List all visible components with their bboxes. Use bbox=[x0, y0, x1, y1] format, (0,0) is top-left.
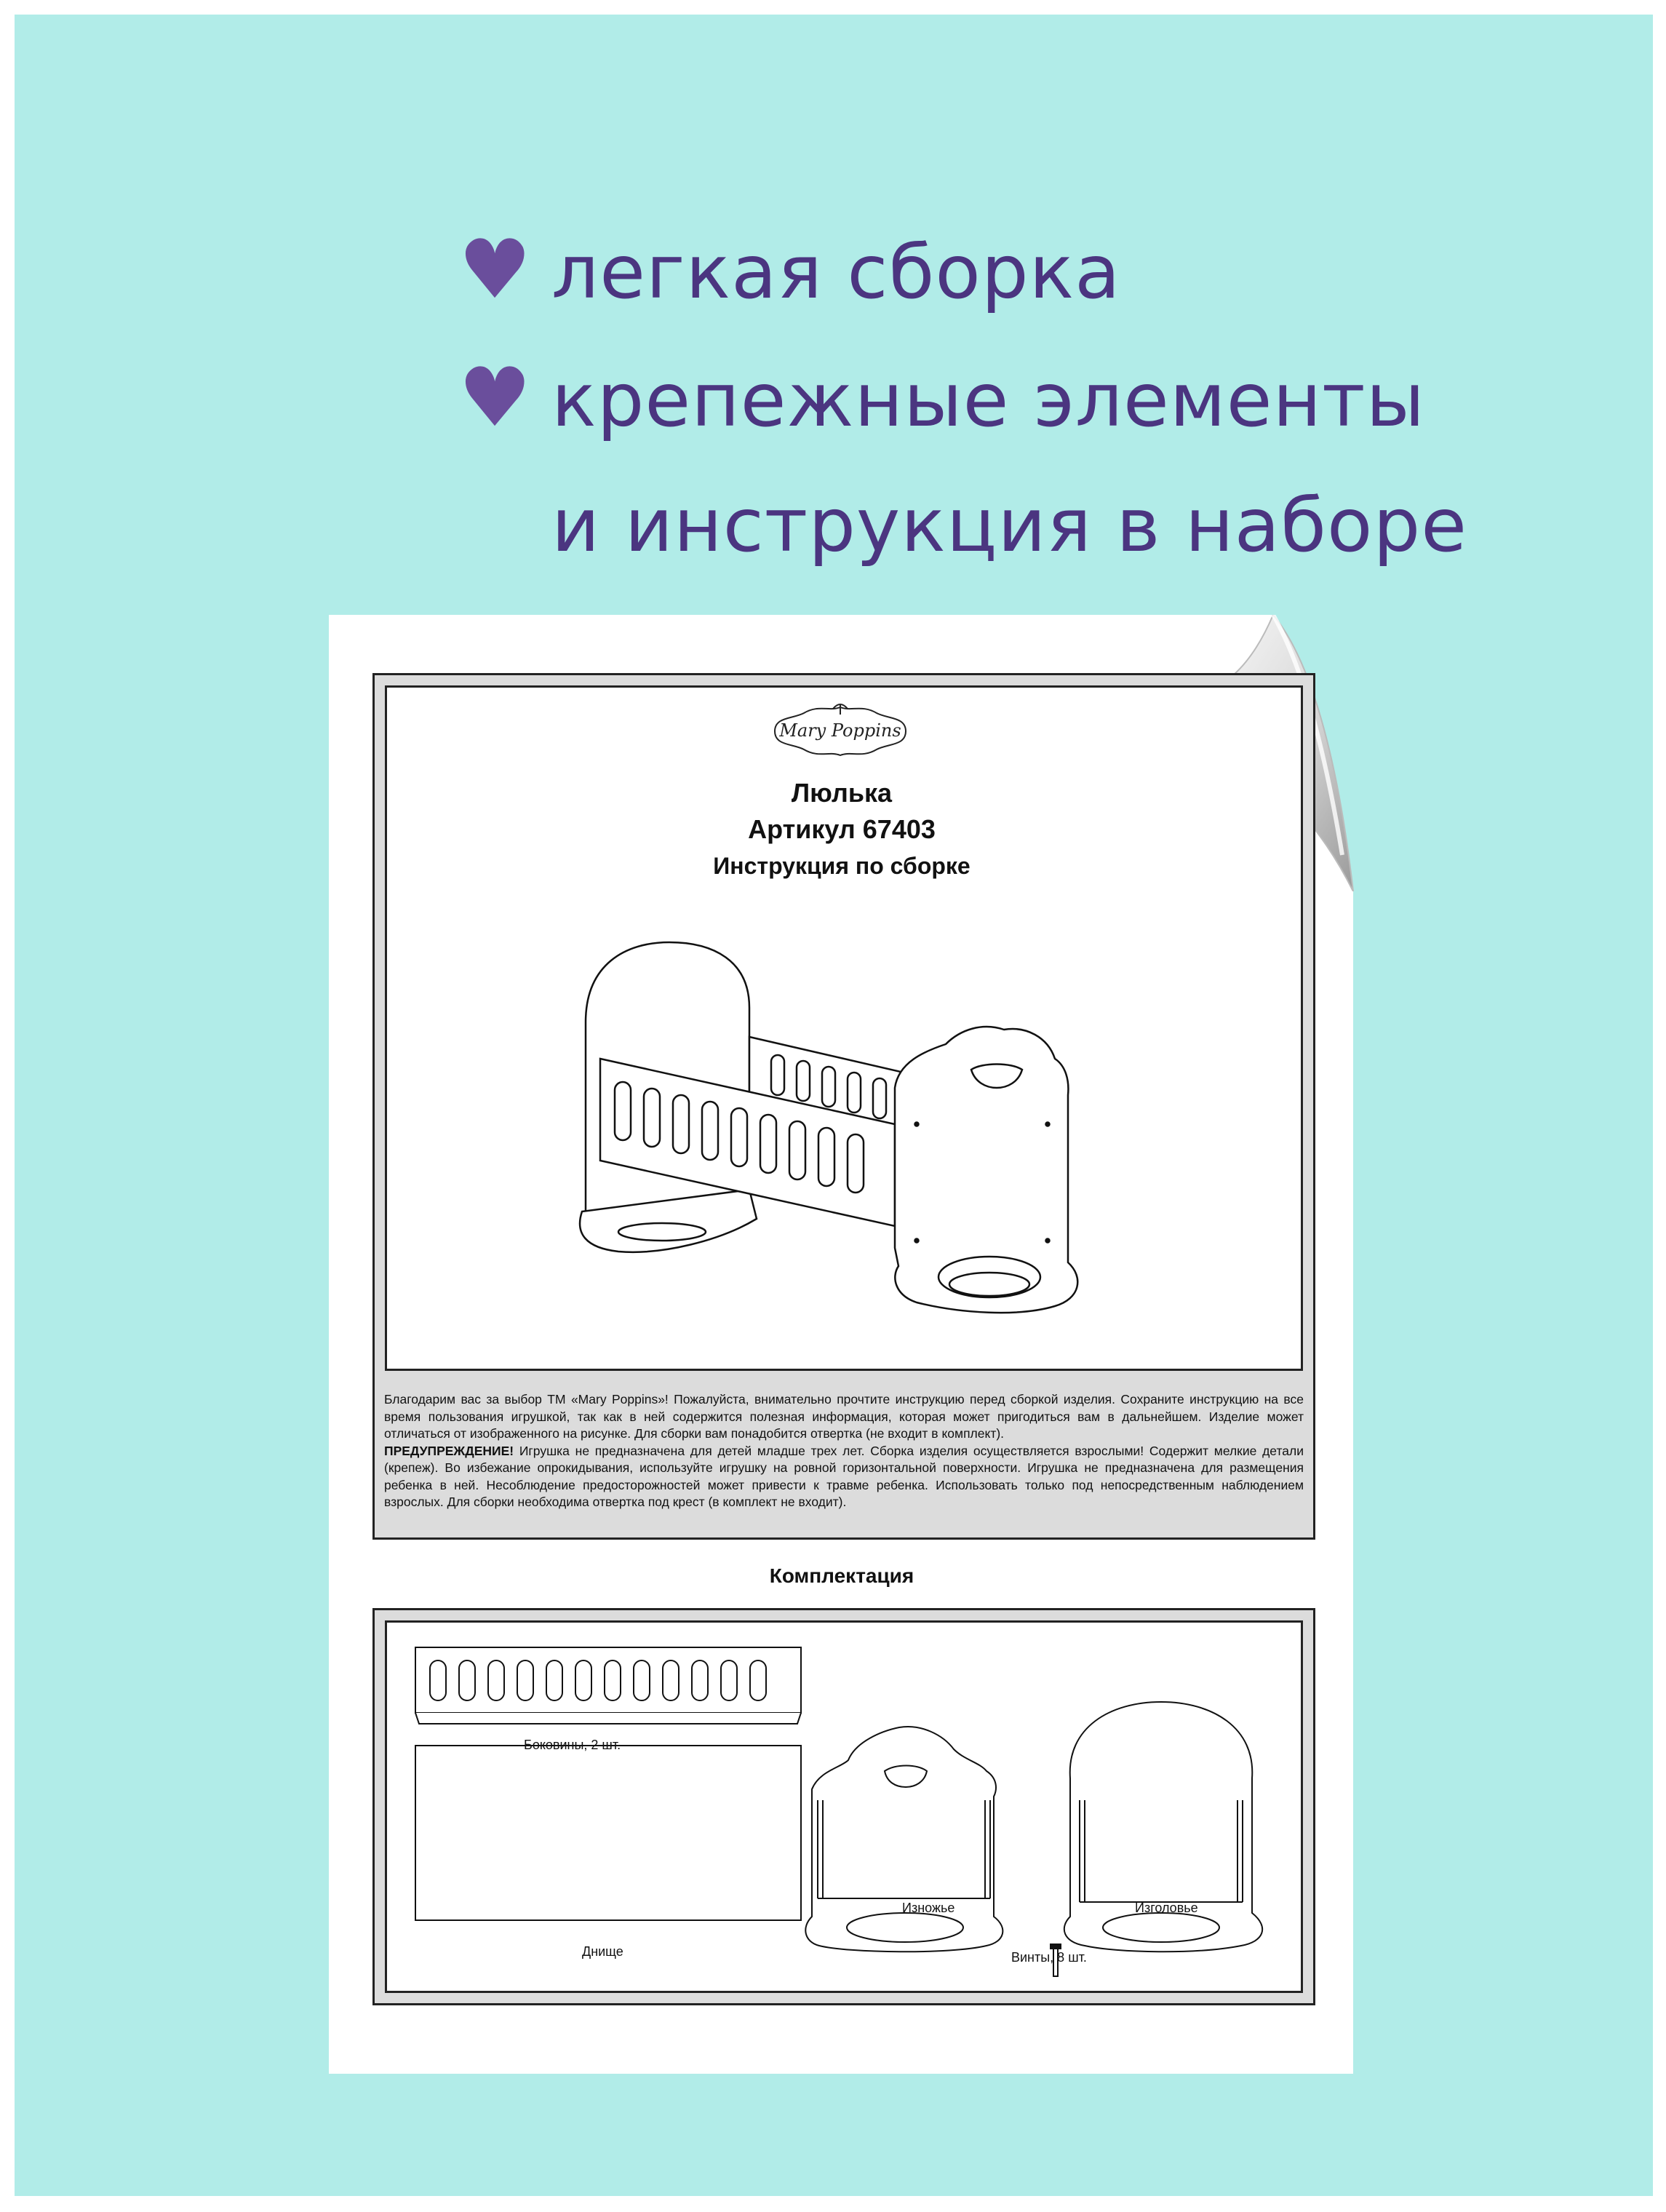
kit-section-title: Комплектация bbox=[769, 1564, 914, 1587]
part-label-bottom: Днище bbox=[582, 1944, 623, 1959]
heart-icon: ♥ bbox=[458, 223, 533, 317]
article-number: Артикул 67403 bbox=[748, 814, 936, 844]
safety-notice bbox=[384, 1391, 1304, 1511]
kit-parts-drawing bbox=[383, 1618, 1301, 1991]
feature-list bbox=[458, 207, 1467, 589]
part-label-sides: Боковины, 2 шт. bbox=[524, 1738, 621, 1752]
side-rail-part bbox=[415, 1647, 801, 1724]
feature-text: легкая сборка bbox=[551, 229, 1121, 316]
warning-paragraph bbox=[384, 1443, 1304, 1511]
feature-item bbox=[458, 335, 1467, 464]
warning-text: Игрушка не предназначена для детей младше трех лет. Сборка изделия осуществляется взрослыми! Содержит мелкие детали (крепеж). Во избежание опрокидывания, используйте игрушку на ровной горизонтальной поверхности. Игрушка не предназначена для размещения ребенка в ней. Несоблюдение предосторожностей может привести к травме ребенка. Использовать только под непосредственным наблюдением взрослых. Для сборки необходима отвертка под крест (в комплект не входит). bbox=[384, 1443, 1304, 1509]
warning-label: ПРЕДУПРЕЖДЕНИЕ! bbox=[384, 1443, 514, 1458]
notice-paragraph: Благодарим вас за выбор ТМ «Mary Poppins»! Пожалуйста, внимательно прочтите инструкцию перед сборкой изделия. Сохраните инструкцию на все время пользования игрушкой, так как в ней содержится полезная информация, которая может пригодиться вам в дальнейшем. Изделие может отличаться от изображенного на рисунке. Для сборки вам понадобится отвертка (не входит в комплект). bbox=[384, 1392, 1304, 1441]
crib-illustration bbox=[553, 920, 1120, 1328]
brand-name: Mary Poppins bbox=[779, 720, 901, 741]
feature-item bbox=[458, 207, 1467, 335]
part-label-footboard: Изножье bbox=[902, 1901, 955, 1915]
product-name: Люлька bbox=[791, 778, 893, 808]
part-label-screws: Винты, 8 шт. bbox=[1011, 1950, 1087, 1965]
part-label-headboard: Изголовье bbox=[1135, 1901, 1198, 1915]
bottom-board-part bbox=[415, 1746, 801, 1920]
heart-icon: ♥ bbox=[458, 351, 533, 445]
feature-text: крепежные элементы bbox=[551, 357, 1426, 444]
feature-text: и инструкция в наборе bbox=[551, 482, 1467, 569]
instruction-subtitle: Инструкция по сборке bbox=[713, 853, 970, 879]
footboard-part bbox=[805, 1727, 1003, 1952]
feature-item bbox=[458, 464, 1467, 589]
title-block bbox=[663, 775, 1020, 884]
